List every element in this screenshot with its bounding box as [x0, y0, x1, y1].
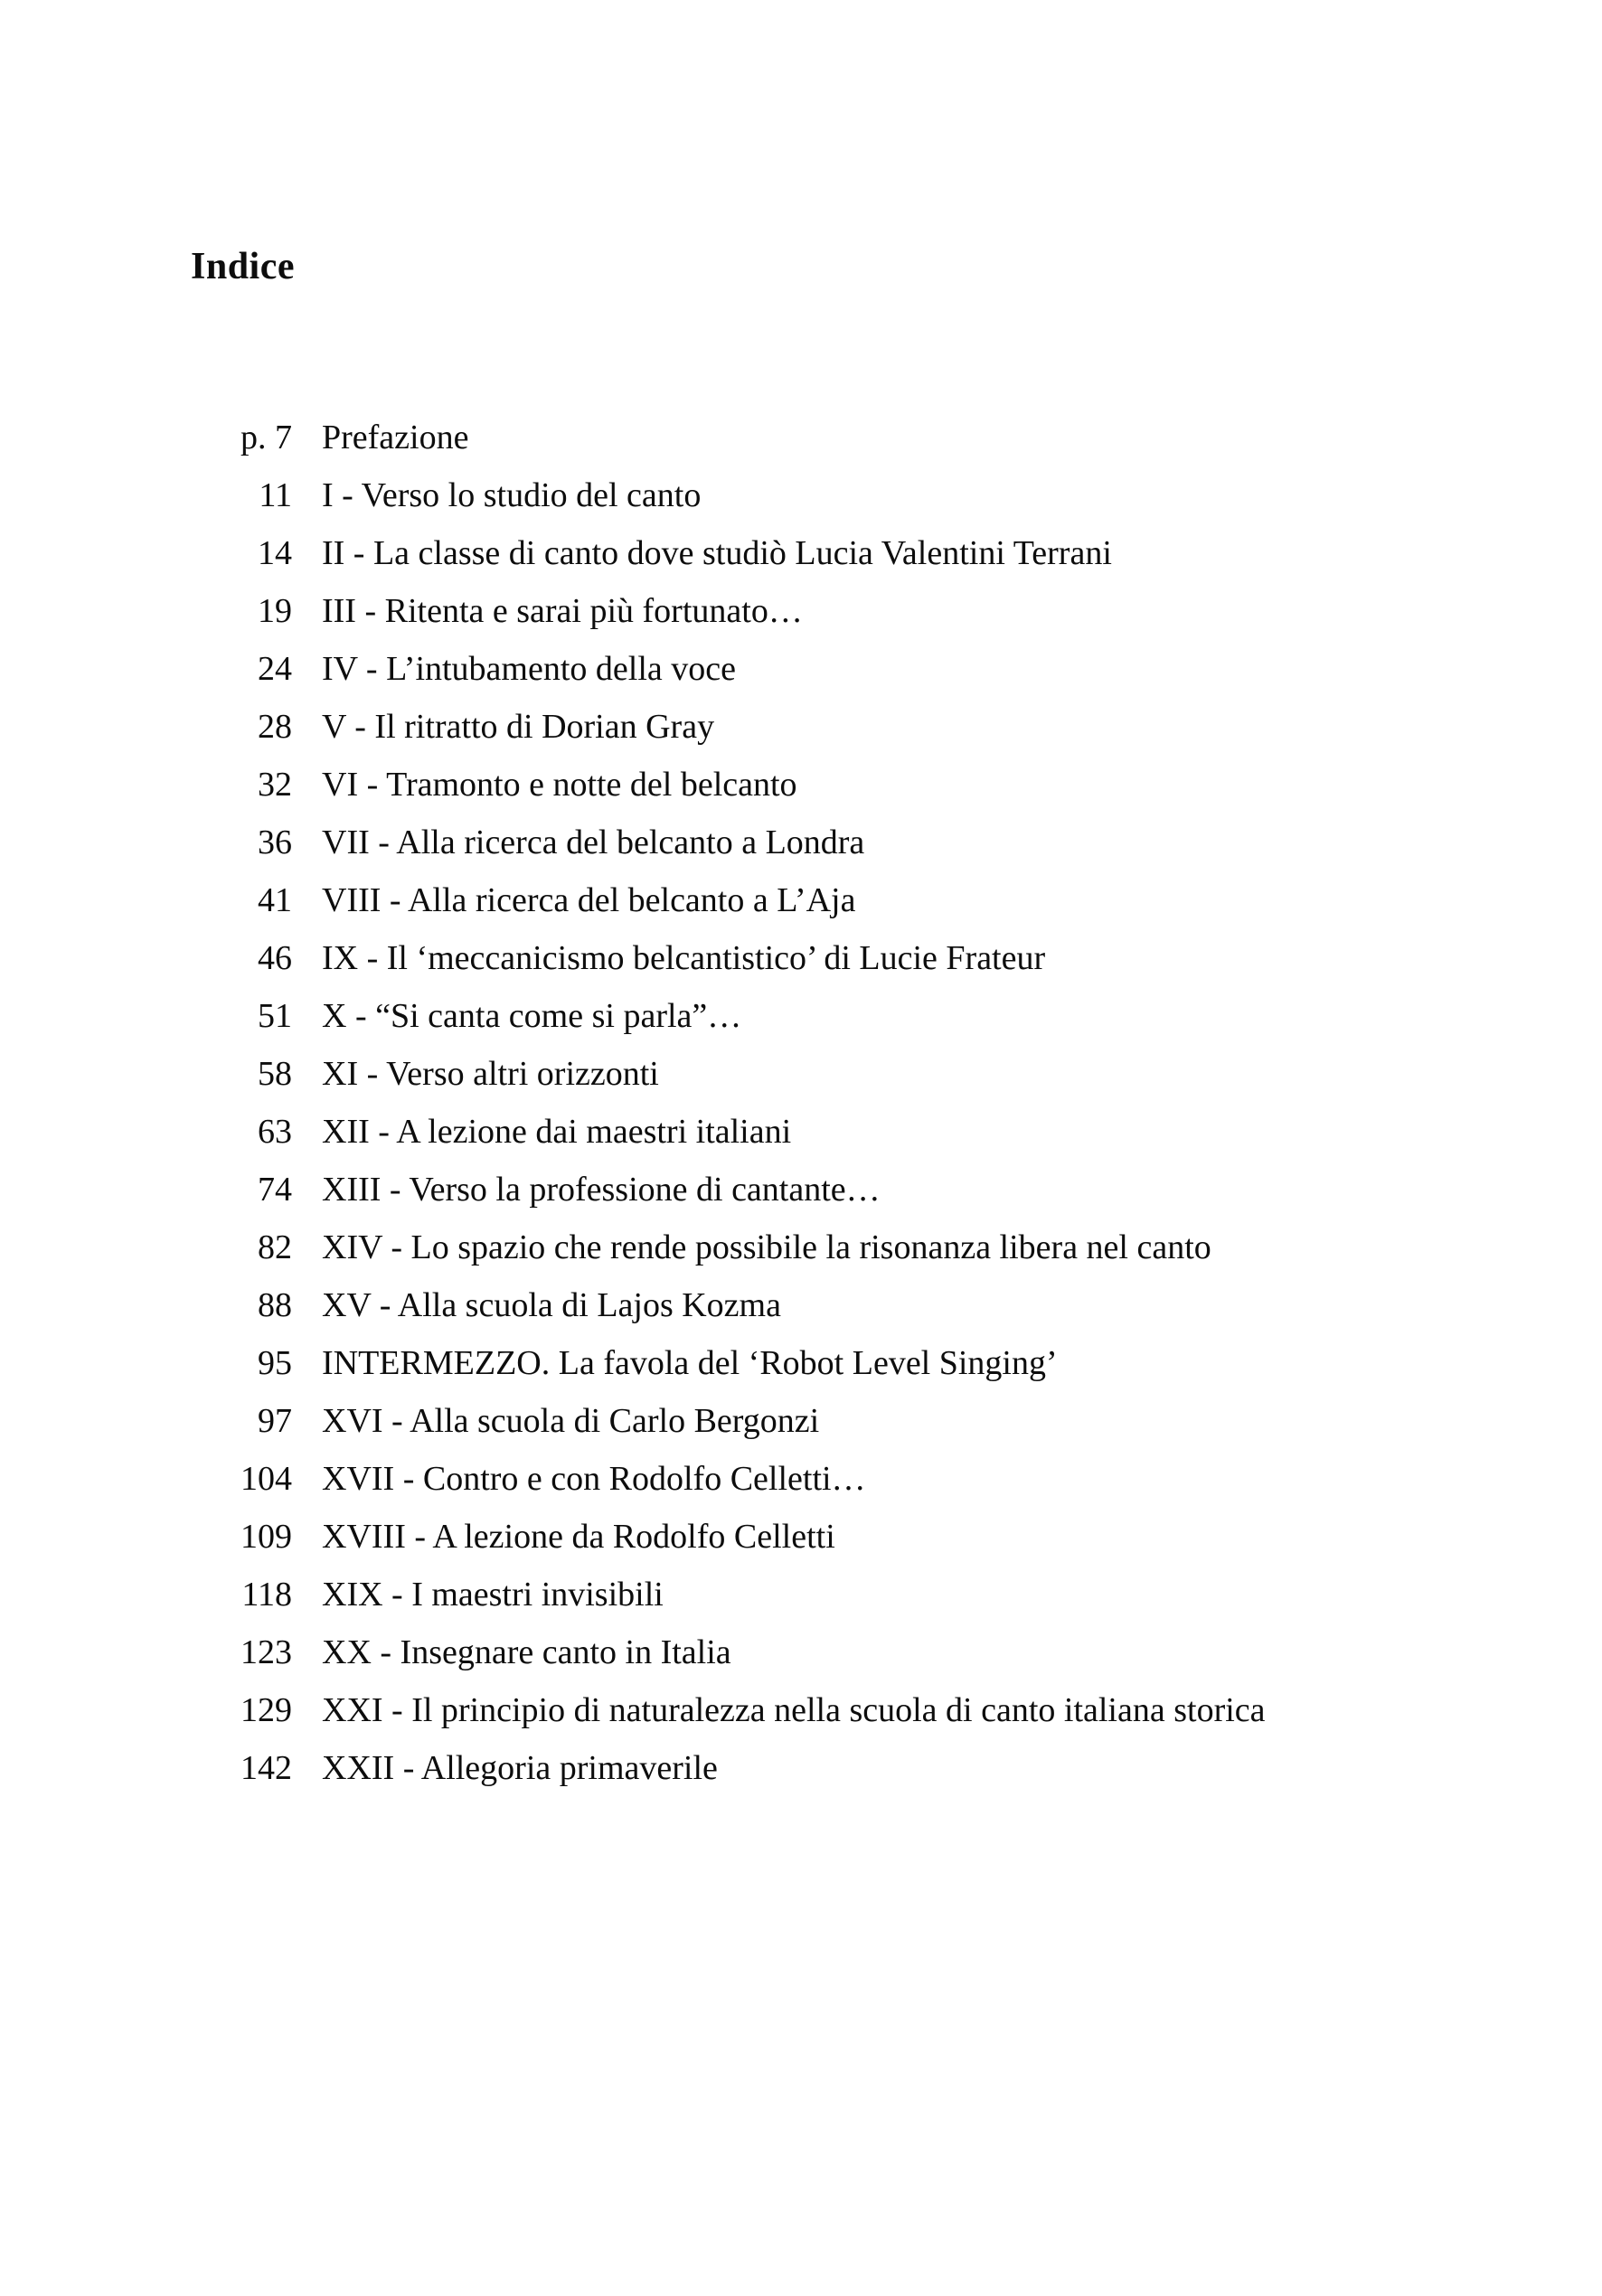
toc-entry-page-number: 24	[258, 650, 292, 688]
toc-entry-title: XVIII - A lezione da Rodolfo Celletti	[322, 1518, 835, 1556]
toc-entry-page-number: 142	[240, 1749, 292, 1787]
toc-entry[interactable]	[191, 814, 1456, 871]
toc-entry-page-number: 104	[240, 1460, 292, 1498]
toc-entry-title: XIX - I maestri invisibili	[322, 1576, 664, 1614]
toc-entry[interactable]	[191, 1508, 1456, 1566]
toc-entry-page-number: 123	[240, 1633, 292, 1671]
toc-entry[interactable]	[191, 1103, 1456, 1161]
toc-entry[interactable]	[191, 1334, 1456, 1392]
toc-entry-title: VI - Tramonto e notte del belcanto	[322, 766, 797, 804]
toc-entry-page-number: 58	[258, 1055, 292, 1093]
toc-entry-page-number: 95	[258, 1344, 292, 1382]
toc-entry[interactable]	[191, 987, 1456, 1045]
toc-entry-page-number: 46	[258, 939, 292, 977]
toc-entry[interactable]	[191, 1450, 1456, 1508]
toc-entry[interactable]	[191, 698, 1456, 756]
toc-entry[interactable]	[191, 871, 1456, 929]
toc-entry-page-number: 28	[258, 708, 292, 746]
toc-entry-page-number: 109	[240, 1518, 292, 1556]
toc-entry-page-number: 51	[258, 997, 292, 1035]
toc-entry[interactable]	[191, 1623, 1456, 1681]
toc-entry-title: Prefazione	[322, 419, 469, 456]
toc-entry-smallcaps-label: INTERMEZZO	[322, 1344, 542, 1382]
toc-entry-title: XX - Insegnare canto in Italia	[322, 1633, 731, 1671]
toc-entry[interactable]	[191, 524, 1456, 582]
toc-entry-title: VII - Alla ricerca del belcanto a Londra	[322, 823, 865, 861]
toc-entry[interactable]	[191, 1045, 1456, 1103]
toc-entry-title: XI - Verso altri orizzonti	[322, 1055, 659, 1093]
toc-entry-title: IX - Il ‘meccanicismo belcantistico’ di Lucie Frateur	[322, 939, 1046, 977]
toc-entry-page-number: 32	[258, 766, 292, 804]
toc-entry-page-number: 36	[258, 823, 292, 861]
toc-entry-title: XXI - Il principio di naturalezza nella scuola di canto italiana storica	[322, 1691, 1266, 1729]
toc-entry-page-number: 88	[258, 1286, 292, 1324]
toc-entry[interactable]	[191, 929, 1456, 987]
toc-entry-title: XVI - Alla scuola di Carlo Bergonzi	[322, 1402, 820, 1440]
toc-entry-title: XIII - Verso la professione di cantante…	[322, 1171, 881, 1209]
page-title: Indice	[191, 246, 296, 288]
toc-entry-title: IV - L’intubamento della voce	[322, 650, 736, 688]
table-of-contents	[191, 409, 1456, 1797]
toc-entry-page-number: 82	[258, 1228, 292, 1266]
toc-entry-title: XII - A lezione dai maestri italiani	[322, 1113, 792, 1151]
toc-entry[interactable]	[191, 1219, 1456, 1276]
toc-entry-page-number: p. 7	[240, 419, 292, 456]
toc-entry[interactable]	[191, 466, 1456, 524]
toc-entry-title: XV - Alla scuola di Lajos Kozma	[322, 1286, 781, 1324]
toc-entry-page-number: 97	[258, 1402, 292, 1440]
toc-entry[interactable]	[191, 1161, 1456, 1219]
toc-entry[interactable]	[191, 1739, 1456, 1797]
toc-entry[interactable]	[191, 1681, 1456, 1739]
toc-entry-title: I - Verso lo studio del canto	[322, 476, 702, 514]
toc-entry-title: XXII - Allegoria primaverile	[322, 1749, 718, 1787]
toc-entry[interactable]	[191, 409, 1456, 466]
toc-entry[interactable]	[191, 1566, 1456, 1623]
toc-entry-page-number: 129	[240, 1691, 292, 1729]
toc-entry-page-number: 63	[258, 1113, 292, 1151]
toc-entry-title: X - “Si canta come si parla”…	[322, 997, 742, 1035]
toc-entry-page-number: 41	[258, 881, 292, 919]
toc-entry-title: XVII - Contro e con Rodolfo Celletti…	[322, 1460, 866, 1498]
toc-entry[interactable]	[191, 582, 1456, 640]
toc-entry-title: XIV - Lo spazio che rende possibile la risonanza libera nel canto	[322, 1228, 1211, 1266]
toc-entry[interactable]	[191, 756, 1456, 814]
toc-entry-page-number: 11	[259, 476, 292, 514]
toc-entry-title: III - Ritenta e sarai più fortunato…	[322, 592, 803, 630]
toc-entry-page-number: 74	[258, 1171, 292, 1209]
toc-entry-title: II - La classe di canto dove studiò Lucia Valentini Terrani	[322, 534, 1112, 572]
toc-entry-title	[292, 1334, 1416, 1392]
toc-entry-title-text: . La favola del ‘Robot Level Singing’	[541, 1344, 1058, 1382]
toc-entry-page-number: 14	[258, 534, 292, 572]
toc-entry-page-number: 118	[241, 1576, 292, 1614]
toc-entry[interactable]	[191, 1276, 1456, 1334]
toc-entry-page-number: 19	[258, 592, 292, 630]
toc-entry[interactable]	[191, 640, 1456, 698]
toc-entry-title: V - Il ritratto di Dorian Gray	[322, 708, 715, 746]
toc-entry[interactable]	[191, 1392, 1456, 1450]
toc-entry-title: VIII - Alla ricerca del belcanto a L’Aja	[322, 881, 856, 919]
